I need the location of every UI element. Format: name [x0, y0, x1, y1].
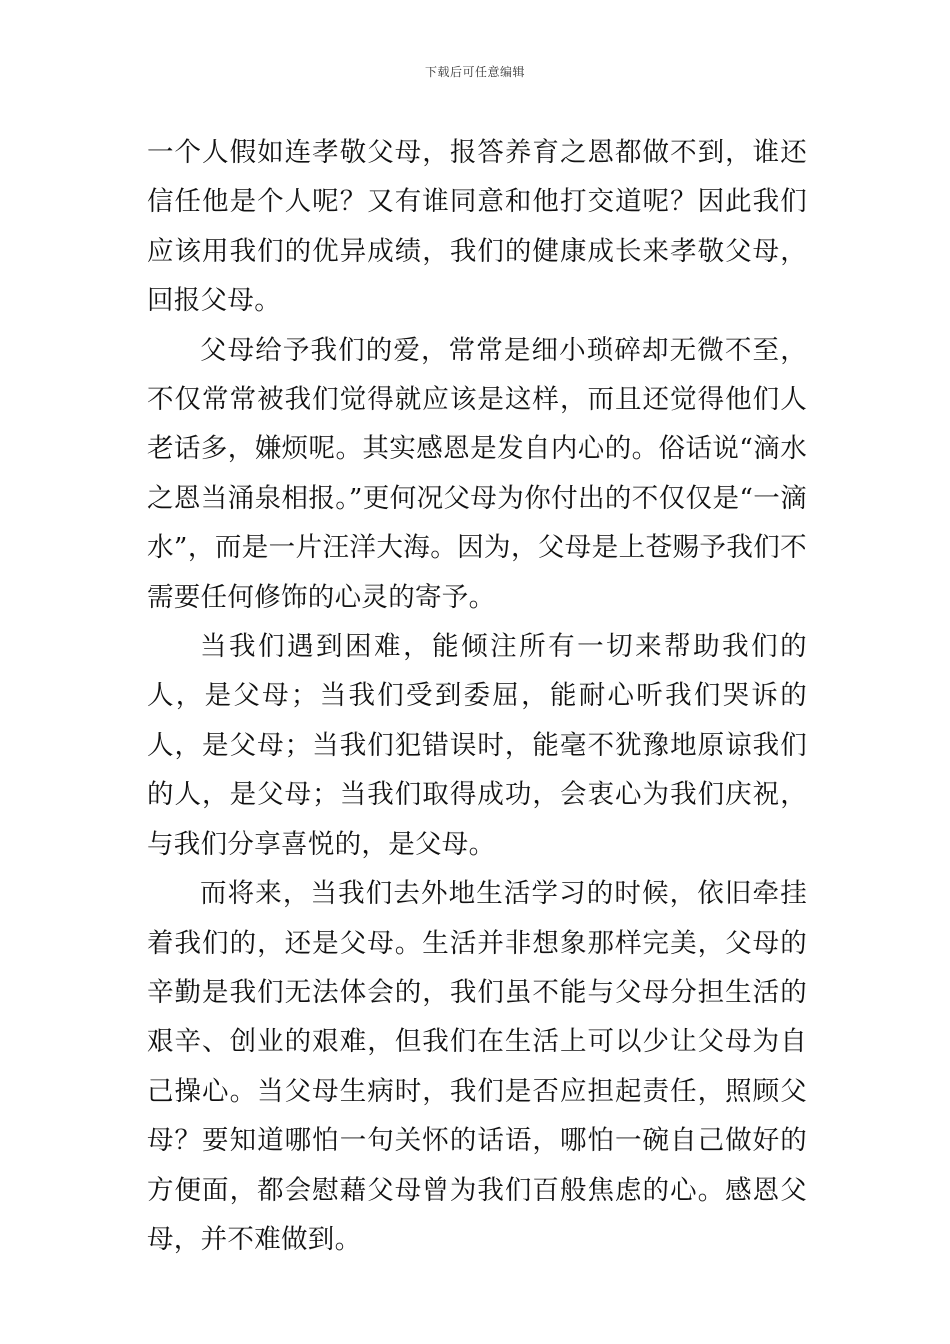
- paragraph-1: 一个人假如连孝敬父母，报答养育之恩都做不到，谁还信任他是个人呢？又有谁同意和他打交道呢？因此我们应该用我们的优异成绩，我们的健康成长来孝敬父母，回报父母。: [147, 137, 807, 317]
- page-header: 下载后可任意编辑: [424, 65, 525, 79]
- paragraph-2: 父母给予我们的爱，常常是细小琐碎却无微不至，不仅常常被我们觉得就应该是这样，而且还觉得他们人老话多，嫌烦呢。其实感恩是发自内心的。俗话说“滴水之恩当涌泉相报。”更何况父母为你付出的不仅仅是“一滴水”，而是一片汪洋大海。因为，父母是上苍赐予我们不需要任何修饰的心灵的寄予。: [147, 334, 807, 613]
- paragraph-3: 当我们遇到困难，能倾注所有一切来帮助我们的人，是父母；当我们受到委屈，能耐心听我们哭诉的人，是父母；当我们犯错误时，能毫不犹豫地原谅我们的人，是父母；当我们取得成功，会衷心为我们庆祝，与我们分享喜悦的，是父母。: [147, 631, 807, 860]
- document-body: [147, 128, 807, 1264]
- paragraph-4: 而将来，当我们去外地生活学习的时候，依旧牵挂着我们的，还是父母。生活并非想象那样完美，父母的辛勤是我们无法体会的，我们虽不能与父母分担生活的艰辛、创业的艰难，但我们在生活上可以少让父母为自己操心。当父母生病时，我们是否应担起责任，照顾父母？要知道哪怕一句关怀的话语，哪怕一碗自己做好的方便面，都会慰藉父母曾为我们百般焦虑的心。感恩父母，并不难做到。: [147, 878, 807, 1255]
